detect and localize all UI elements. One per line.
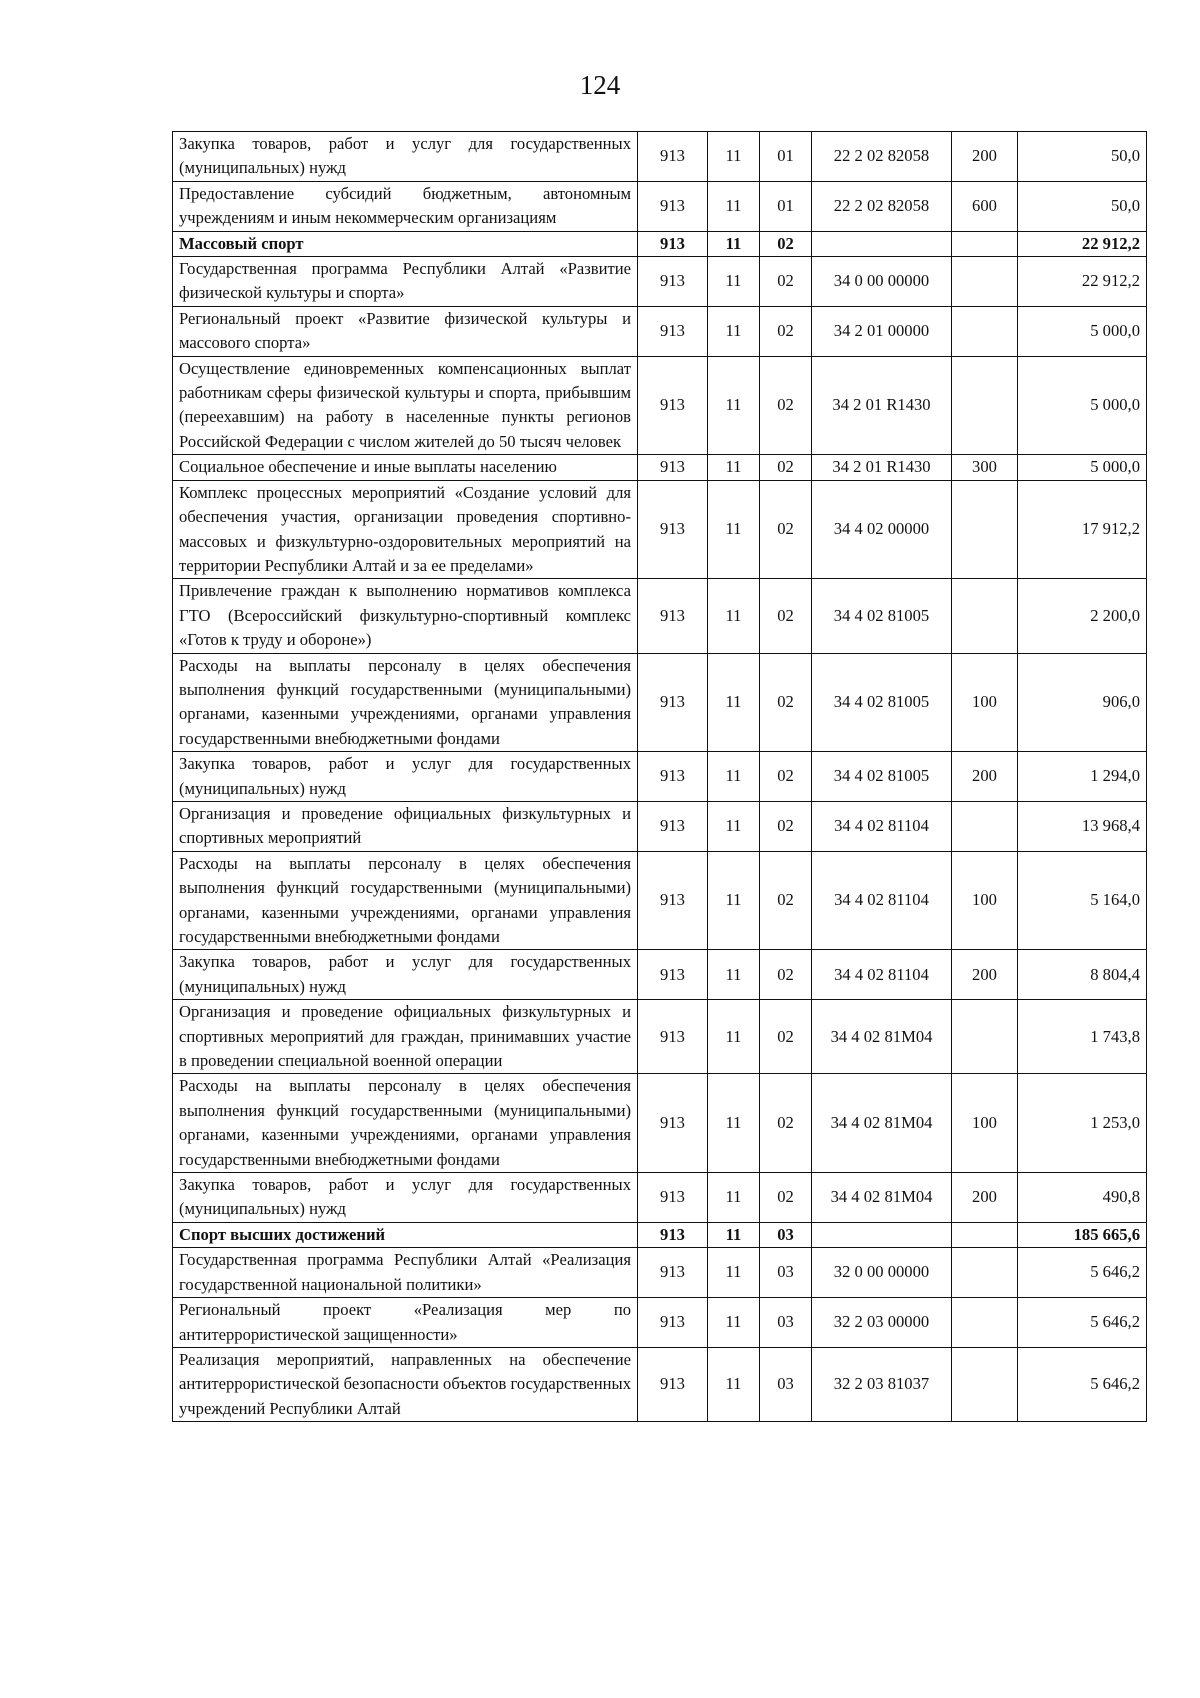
row-amount-cell: 185 665,6 bbox=[1018, 1222, 1147, 1247]
row-grbs-cell: 913 bbox=[638, 1074, 708, 1173]
row-section-cell: 11 bbox=[708, 579, 760, 653]
row-name-cell: Предоставление субсидий бюджетным, автономным учреждениям и иным некоммерческим организациям bbox=[173, 181, 638, 231]
row-amount-cell: 1 294,0 bbox=[1018, 752, 1147, 802]
row-expense-type-cell bbox=[952, 1298, 1018, 1348]
row-expense-type-cell bbox=[952, 801, 1018, 851]
row-expense-type-cell bbox=[952, 356, 1018, 455]
row-amount-cell: 5 646,2 bbox=[1018, 1248, 1147, 1298]
row-amount-cell: 2 200,0 bbox=[1018, 579, 1147, 653]
row-target-article-cell: 34 4 02 81005 bbox=[812, 752, 952, 802]
row-amount-cell: 1 253,0 bbox=[1018, 1074, 1147, 1173]
table-row bbox=[173, 356, 1147, 455]
page-number: 124 bbox=[579, 70, 621, 100]
row-name-cell: Расходы на выплаты персоналу в целях обеспечения выполнения функций государственными (муниципальными) органами, казенными учреждениями, органами управления государственными внебюджетными фондами bbox=[173, 1074, 638, 1173]
row-target-article-cell: 34 4 02 81М04 bbox=[812, 1173, 952, 1223]
row-amount-cell: 5 000,0 bbox=[1018, 356, 1147, 455]
row-section-cell: 11 bbox=[708, 851, 760, 950]
row-name-cell: Расходы на выплаты персоналу в целях обеспечения выполнения функций государственными (муниципальными) органами, казенными учреждениями, органами управления государственными внебюджетными фондами bbox=[173, 653, 638, 752]
row-target-article-cell: 34 2 01 R1430 bbox=[812, 455, 952, 480]
row-target-article-cell: 22 2 02 82058 bbox=[812, 132, 952, 182]
row-subsection-cell: 02 bbox=[760, 257, 812, 307]
row-target-article-cell: 32 2 03 00000 bbox=[812, 1298, 952, 1348]
row-grbs-cell: 913 bbox=[638, 752, 708, 802]
table-row bbox=[173, 1222, 1147, 1247]
row-grbs-cell: 913 bbox=[638, 950, 708, 1000]
row-expense-type-cell bbox=[952, 579, 1018, 653]
row-grbs-cell: 913 bbox=[638, 181, 708, 231]
row-grbs-cell: 913 bbox=[638, 257, 708, 307]
row-subsection-cell: 02 bbox=[760, 480, 812, 579]
row-grbs-cell: 913 bbox=[638, 1248, 708, 1298]
table-row bbox=[173, 480, 1147, 579]
row-expense-type-cell bbox=[952, 257, 1018, 307]
row-name-cell: Осуществление единовременных компенсационных выплат работникам сферы физической культуры и спорта, прибывшим (переехавшим) на работу в населенные пункты регионов Российской Федерации с числом жителей до 50 тысяч человек bbox=[173, 356, 638, 455]
row-target-article-cell: 34 4 02 81005 bbox=[812, 579, 952, 653]
table-row bbox=[173, 132, 1147, 182]
row-target-article-cell: 34 4 02 81М04 bbox=[812, 1074, 952, 1173]
table-row bbox=[173, 306, 1147, 356]
row-name-cell: Региональный проект «Реализация мер по антитеррористической защищенности» bbox=[173, 1298, 638, 1348]
row-grbs-cell: 913 bbox=[638, 1173, 708, 1223]
row-amount-cell: 8 804,4 bbox=[1018, 950, 1147, 1000]
row-subsection-cell: 01 bbox=[760, 181, 812, 231]
row-subsection-cell: 02 bbox=[760, 752, 812, 802]
row-subsection-cell: 02 bbox=[760, 306, 812, 356]
row-expense-type-cell bbox=[952, 1347, 1018, 1421]
row-name-cell: Организация и проведение официальных физкультурных и спортивных мероприятий для граждан, принимавших участие в проведении специальной военной операции bbox=[173, 1000, 638, 1074]
row-section-cell: 11 bbox=[708, 950, 760, 1000]
row-subsection-cell: 03 bbox=[760, 1298, 812, 1348]
table-row bbox=[173, 1074, 1147, 1173]
row-name-cell: Расходы на выплаты персоналу в целях обеспечения выполнения функций государственными (муниципальными) органами, казенными учреждениями, органами управления государственными внебюджетными фондами bbox=[173, 851, 638, 950]
table-row bbox=[173, 851, 1147, 950]
row-amount-cell: 5 000,0 bbox=[1018, 306, 1147, 356]
row-section-cell: 11 bbox=[708, 181, 760, 231]
row-subsection-cell: 02 bbox=[760, 851, 812, 950]
row-section-cell: 11 bbox=[708, 455, 760, 480]
row-expense-type-cell bbox=[952, 1000, 1018, 1074]
row-expense-type-cell: 100 bbox=[952, 653, 1018, 752]
row-name-cell: Закупка товаров, работ и услуг для государственных (муниципальных) нужд bbox=[173, 950, 638, 1000]
row-target-article-cell bbox=[812, 231, 952, 256]
row-name-cell: Закупка товаров, работ и услуг для государственных (муниципальных) нужд bbox=[173, 132, 638, 182]
row-amount-cell: 50,0 bbox=[1018, 132, 1147, 182]
table-row bbox=[173, 653, 1147, 752]
row-subsection-cell: 02 bbox=[760, 1173, 812, 1223]
row-expense-type-cell bbox=[952, 306, 1018, 356]
row-target-article-cell: 34 4 02 81104 bbox=[812, 851, 952, 950]
row-section-cell: 11 bbox=[708, 801, 760, 851]
row-target-article-cell bbox=[812, 1222, 952, 1247]
row-section-cell: 11 bbox=[708, 1074, 760, 1173]
budget-table-body bbox=[173, 132, 1147, 1422]
row-amount-cell: 5 164,0 bbox=[1018, 851, 1147, 950]
row-expense-type-cell: 200 bbox=[952, 752, 1018, 802]
row-section-cell: 11 bbox=[708, 132, 760, 182]
row-subsection-cell: 02 bbox=[760, 356, 812, 455]
row-grbs-cell: 913 bbox=[638, 132, 708, 182]
row-subsection-cell: 02 bbox=[760, 579, 812, 653]
table-row bbox=[173, 801, 1147, 851]
row-subsection-cell: 02 bbox=[760, 1000, 812, 1074]
row-grbs-cell: 913 bbox=[638, 579, 708, 653]
row-amount-cell: 17 912,2 bbox=[1018, 480, 1147, 579]
row-name-cell: Комплекс процессных мероприятий «Создание условий для обеспечения участия, организации проведения спортивно-массовых и физкультурно-оздоровительных мероприятий на территории Республики Алтай и за ее пределами» bbox=[173, 480, 638, 579]
table-row bbox=[173, 231, 1147, 256]
row-target-article-cell: 34 4 02 81104 bbox=[812, 950, 952, 1000]
row-target-article-cell: 32 2 03 81037 bbox=[812, 1347, 952, 1421]
row-name-cell: Организация и проведение официальных физкультурных и спортивных мероприятий bbox=[173, 801, 638, 851]
row-name-cell: Массовый спорт bbox=[173, 231, 638, 256]
row-amount-cell: 5 646,2 bbox=[1018, 1347, 1147, 1421]
row-grbs-cell: 913 bbox=[638, 306, 708, 356]
row-target-article-cell: 22 2 02 82058 bbox=[812, 181, 952, 231]
row-amount-cell: 22 912,2 bbox=[1018, 231, 1147, 256]
table-row bbox=[173, 1298, 1147, 1348]
row-expense-type-cell: 200 bbox=[952, 132, 1018, 182]
row-name-cell: Государственная программа Республики Алтай «Реализация государственной национальной политики» bbox=[173, 1248, 638, 1298]
table-row bbox=[173, 1248, 1147, 1298]
row-target-article-cell: 34 2 01 00000 bbox=[812, 306, 952, 356]
row-section-cell: 11 bbox=[708, 1298, 760, 1348]
row-expense-type-cell: 100 bbox=[952, 851, 1018, 950]
row-section-cell: 11 bbox=[708, 480, 760, 579]
row-amount-cell: 906,0 bbox=[1018, 653, 1147, 752]
row-expense-type-cell: 100 bbox=[952, 1074, 1018, 1173]
table-row bbox=[173, 752, 1147, 802]
row-expense-type-cell bbox=[952, 1248, 1018, 1298]
row-name-cell: Социальное обеспечение и иные выплаты населению bbox=[173, 455, 638, 480]
row-expense-type-cell: 600 bbox=[952, 181, 1018, 231]
row-amount-cell: 5 646,2 bbox=[1018, 1298, 1147, 1348]
table-row bbox=[173, 257, 1147, 307]
row-amount-cell: 13 968,4 bbox=[1018, 801, 1147, 851]
row-name-cell: Привлечение граждан к выполнению нормативов комплекса ГТО (Всероссийский физкультурно-спортивный комплекс «Готов к труду и обороне») bbox=[173, 579, 638, 653]
row-subsection-cell: 02 bbox=[760, 231, 812, 256]
row-target-article-cell: 32 0 00 00000 bbox=[812, 1248, 952, 1298]
row-expense-type-cell bbox=[952, 231, 1018, 256]
row-expense-type-cell: 300 bbox=[952, 455, 1018, 480]
row-section-cell: 11 bbox=[708, 257, 760, 307]
row-name-cell: Реализация мероприятий, направленных на обеспечение антитеррористической безопасности объектов государственных учреждений Республики Алтай bbox=[173, 1347, 638, 1421]
row-grbs-cell: 913 bbox=[638, 1298, 708, 1348]
row-target-article-cell: 34 4 02 81104 bbox=[812, 801, 952, 851]
row-expense-type-cell bbox=[952, 1222, 1018, 1247]
row-section-cell: 11 bbox=[708, 1347, 760, 1421]
row-grbs-cell: 913 bbox=[638, 1347, 708, 1421]
row-subsection-cell: 02 bbox=[760, 801, 812, 851]
row-grbs-cell: 913 bbox=[638, 851, 708, 950]
row-section-cell: 11 bbox=[708, 231, 760, 256]
row-target-article-cell: 34 4 02 00000 bbox=[812, 480, 952, 579]
row-grbs-cell: 913 bbox=[638, 455, 708, 480]
row-subsection-cell: 02 bbox=[760, 950, 812, 1000]
row-target-article-cell: 34 0 00 00000 bbox=[812, 257, 952, 307]
row-grbs-cell: 913 bbox=[638, 1222, 708, 1247]
row-amount-cell: 50,0 bbox=[1018, 181, 1147, 231]
table-row bbox=[173, 455, 1147, 480]
row-amount-cell: 490,8 bbox=[1018, 1173, 1147, 1223]
row-subsection-cell: 02 bbox=[760, 455, 812, 480]
row-target-article-cell: 34 2 01 R1430 bbox=[812, 356, 952, 455]
table-row bbox=[173, 579, 1147, 653]
row-grbs-cell: 913 bbox=[638, 356, 708, 455]
table-row bbox=[173, 1000, 1147, 1074]
row-name-cell: Закупка товаров, работ и услуг для государственных (муниципальных) нужд bbox=[173, 1173, 638, 1223]
row-grbs-cell: 913 bbox=[638, 1000, 708, 1074]
row-target-article-cell: 34 4 02 81М04 bbox=[812, 1000, 952, 1074]
row-grbs-cell: 913 bbox=[638, 231, 708, 256]
table-row bbox=[173, 950, 1147, 1000]
row-section-cell: 11 bbox=[708, 1222, 760, 1247]
row-target-article-cell: 34 4 02 81005 bbox=[812, 653, 952, 752]
row-section-cell: 11 bbox=[708, 752, 760, 802]
table-row bbox=[173, 181, 1147, 231]
row-name-cell: Закупка товаров, работ и услуг для государственных (муниципальных) нужд bbox=[173, 752, 638, 802]
row-section-cell: 11 bbox=[708, 306, 760, 356]
row-grbs-cell: 913 bbox=[638, 653, 708, 752]
row-name-cell: Государственная программа Республики Алтай «Развитие физической культуры и спорта» bbox=[173, 257, 638, 307]
table-row bbox=[173, 1173, 1147, 1223]
row-section-cell: 11 bbox=[708, 1173, 760, 1223]
row-amount-cell: 5 000,0 bbox=[1018, 455, 1147, 480]
table-row bbox=[173, 1347, 1147, 1421]
row-name-cell: Спорт высших достижений bbox=[173, 1222, 638, 1247]
row-section-cell: 11 bbox=[708, 1000, 760, 1074]
row-subsection-cell: 02 bbox=[760, 1074, 812, 1173]
row-subsection-cell: 01 bbox=[760, 132, 812, 182]
row-subsection-cell: 03 bbox=[760, 1347, 812, 1421]
row-expense-type-cell: 200 bbox=[952, 950, 1018, 1000]
row-expense-type-cell: 200 bbox=[952, 1173, 1018, 1223]
row-amount-cell: 22 912,2 bbox=[1018, 257, 1147, 307]
row-section-cell: 11 bbox=[708, 653, 760, 752]
row-amount-cell: 1 743,8 bbox=[1018, 1000, 1147, 1074]
row-subsection-cell: 03 bbox=[760, 1248, 812, 1298]
row-name-cell: Региональный проект «Развитие физической культуры и массового спорта» bbox=[173, 306, 638, 356]
row-expense-type-cell bbox=[952, 480, 1018, 579]
row-section-cell: 11 bbox=[708, 1248, 760, 1298]
row-subsection-cell: 02 bbox=[760, 653, 812, 752]
row-grbs-cell: 913 bbox=[638, 480, 708, 579]
row-grbs-cell: 913 bbox=[638, 801, 708, 851]
budget-table bbox=[172, 131, 1147, 1422]
row-section-cell: 11 bbox=[708, 356, 760, 455]
row-subsection-cell: 03 bbox=[760, 1222, 812, 1247]
